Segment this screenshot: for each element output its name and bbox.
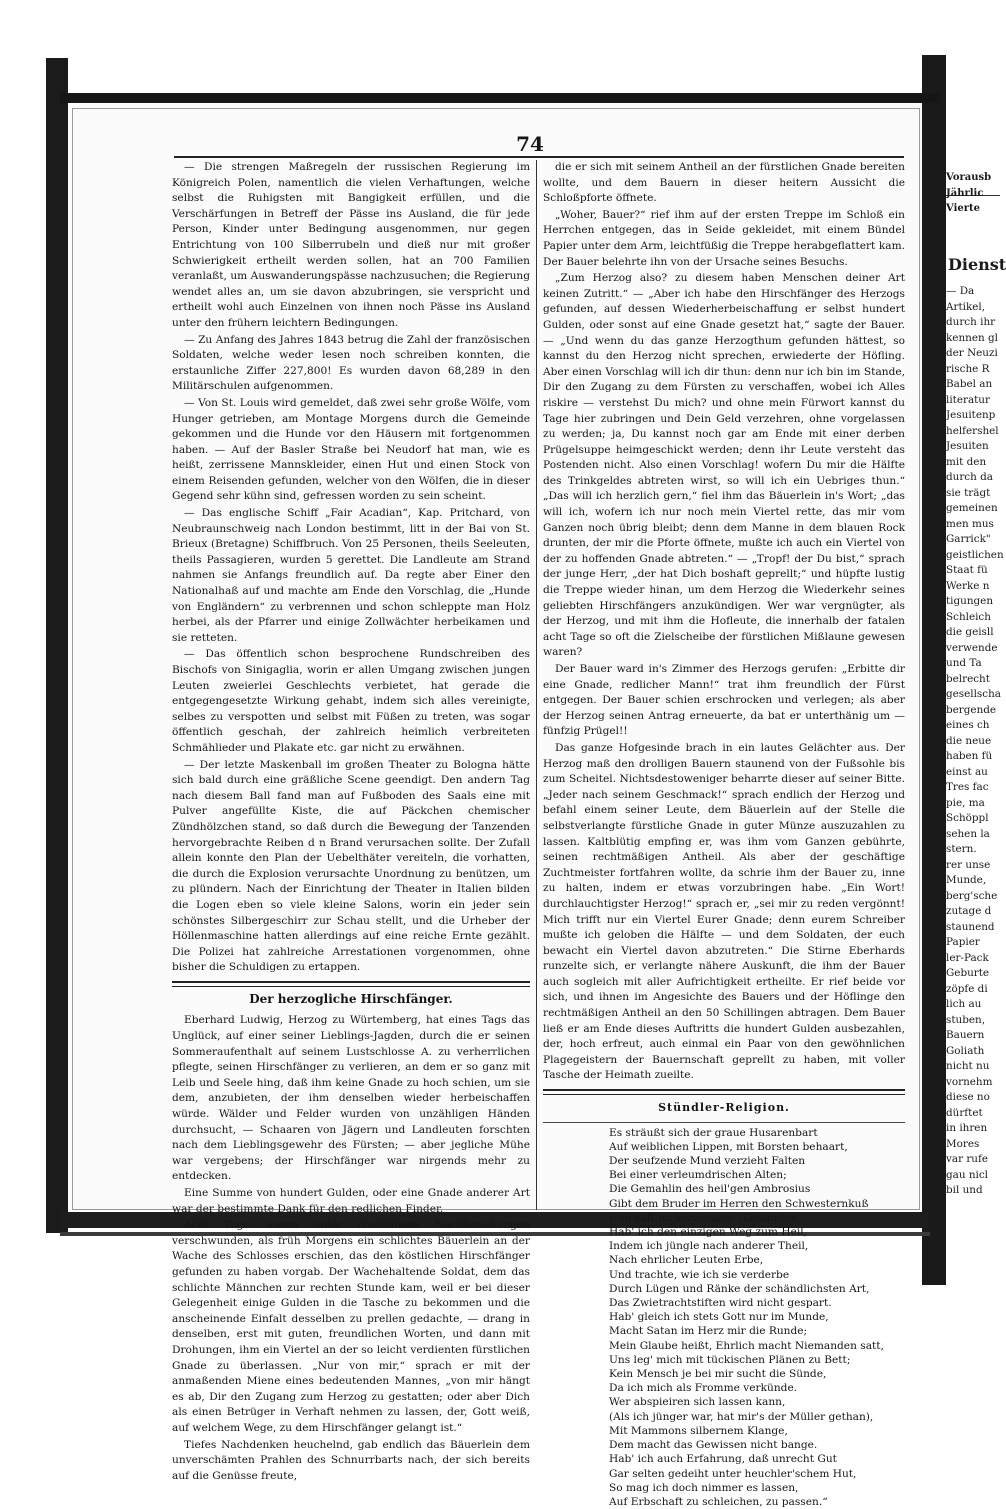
neighbor-line-fragments bbox=[946, 284, 1004, 1199]
right-column bbox=[543, 160, 905, 1508]
neighbor-line: Mores bbox=[946, 1137, 980, 1150]
neighbor-line: Tres fac bbox=[946, 781, 989, 793]
poem-line: Indem ich jüngle nach anderer Theil, bbox=[609, 1240, 809, 1253]
neighbor-line: diese no bbox=[946, 1091, 990, 1103]
neighbor-line: ler-Pack bbox=[946, 951, 989, 964]
story-paragraph: Eberhard Ludwig, Herzog zu Würtemberg, hat eines Tags das Unglück, auf einer seiner Lieblings-Jagden, durch die er seinen Sommeraufenthalt auf seinem Lustschlosse A. zu verherrlichen pflegte, seinen Hirschfänger zu verlieren, an dem er so ganz mit Leib und Seele hing, daß ihm keine Gnade zu hoch schien, um sie dem, anzubieten, der ihm denselben wieder herbeischaffen würde. Wälder und Felder wurden von unzähligen Händen durchsucht, — Schaaren von Jägern und Landleuten forschten nach dem Lieblingsgewehr des Fürsten; — aber jegliche Mühe war vergebens; der Hirschfänger war nirgends mehr zu entdecken. bbox=[172, 1014, 530, 1183]
neighbor-line: verwende bbox=[946, 641, 998, 654]
news-items bbox=[172, 160, 530, 976]
poem-rule bbox=[543, 1122, 905, 1123]
news-paragraph: — Von St. Louis wird gemeldet, daß zwei sehr große Wölfe, vom Hunger getrieben, am Montage Morgens durch die Gemeinde gekommen und die Hunde vor den Häusern mit fortgenommen haben. — Auf der Basler Straße bei Neudorf hat man, wie es heißt, zerrissene Mannskleider, einen Hut und einen Stock von einem Reisenden gefunden, welcher von den Wölfen, die in dieser Gegend sehr kühn sind, gefressen worden zu sein scheint. bbox=[172, 396, 530, 503]
neighbor-line: Artikel, bbox=[946, 300, 986, 313]
story-paragraph: „Zum Herzog also? zu diesem haben Menschen deiner Art keinen Zutritt.“ — „Aber ich habe den Hirschfänger des Herzogs gefunden, auf dessen Wiederherbeischaffung er selbst hundert Gulden, oder sonst auf eine Gnade gesetzt hat,“ sagte der Bauer. — „Und wenn du das ganze Herzogthum gefunden hättest, so kannst du den Herzog nicht sprechen, erwiederte der Höfling. Aber einen Vorschlag will ich dir thun: denn nur ich bin im Stande, Dir den Zugang zu dem Fürsten zu verschaffen, wobei ich Alles riskire — verstehst Du mich? und ohne mein Fürwort kannst du Tage hier zubringen und Dein Geld verzehren, ohne vorgelassen zu werden; ja, Du kannst noch gar am Ende mit einer derben Prügelsuppe heimgeschickt werden; denn ihr Leute versteht das Postenden nicht. Also einen Vorschlag! wofern Du mir die Hälfte des Trinkgeldes abtreten wirst, so will ich ein Uebriges thun.“ „Das will ich herzlich gern,“ fiel ihm das Bäuerlein in's Wort; „das will ich, wofern ich nur noch mein Viertel rette, das mir vom Ganzen noch übrig bleibt; denn dem Manne in dem blauen Rock drunten, der mir die Pforte öffnete, mußte ich auch ein Viertel von der zu hoffenden Gnade abtreten.“ — „Tropf! der Du bist,“ sprach der junge Herr, „der hat Dich boshaft geprellt;“ und hüpfte lustig die Treppe wieder hinan, um dem Herzog die Wiederkehr seines geliebten Hirschfängers anzukündigen. Wer war vergnügter, als der Herzog, und mit ihm die Hofleute, die innerhalb der fatalen acht Tage so oft die Zielscheibe der fürstlichen Mißlaune gewesen waren? bbox=[543, 272, 905, 659]
poem-line: Auf Erbschaft zu schleichen, zu passen.“ bbox=[609, 1495, 828, 1508]
neighbor-line: Schleich bbox=[946, 610, 991, 623]
neighbor-line: belrecht bbox=[946, 672, 990, 685]
neighbor-page-fragment bbox=[946, 170, 1006, 1196]
poem-title: Stündler-Religion. bbox=[658, 1101, 790, 1115]
neighbor-line: Werke n bbox=[946, 579, 990, 592]
poem-line: Und trachte, wie ich sie verderbe bbox=[609, 1268, 790, 1281]
news-paragraph: — Das öffentlich schon besprochene Rundschreiben des Bischofs von Sinigaglia, worin er allen Umgang zwischen jungen Leuten zweierlei Geschlechts verbietet, hat gerade die entgegengesetzte Wirkung gehabt, indem sich alles vereinigte, selbes zu verspotten und selbst mit Füßen zu treten, was sogar öffentlich geschah, der zahlreich heimlich verbreiteten Schmählieder und Plakate etc. gar nicht zu erwähnen. bbox=[172, 648, 530, 754]
neighbor-line: Munde, bbox=[946, 874, 987, 886]
neighbor-line: Goliath bbox=[946, 1044, 985, 1057]
left-column bbox=[172, 160, 530, 1482]
poem-line: Nach ehrlicher Leuten Erbe, bbox=[609, 1254, 764, 1267]
neighbor-line: mit den bbox=[946, 455, 987, 468]
neighbor-line: zöpfe di bbox=[946, 982, 988, 995]
story-paragraph: Eine Summe von hundert Gulden, oder eine Gnade anderer Art war der bestimmte Dank für den redlichen Finder. bbox=[172, 1187, 530, 1215]
news-paragraph: — Zu Anfang des Jahres 1843 betrug die Zahl der französischen Soldaten, welche weder lesen noch schreiben konnten, die erstaunliche Ziffer 227,800! Es wurden davon 68,289 in den Militärschulen aufgenommen. bbox=[172, 333, 530, 393]
neighbor-line: nicht nu bbox=[946, 1060, 990, 1072]
neighbor-line: geistlichen bbox=[946, 548, 1004, 561]
neighbor-line: Papier bbox=[946, 936, 980, 948]
neighbor-line: Schöppl bbox=[946, 812, 989, 824]
neighbor-line: stuben, bbox=[946, 1013, 985, 1026]
neighbor-line: dürftet bbox=[946, 1106, 983, 1119]
top-border-rule bbox=[60, 93, 940, 103]
neighbor-line: bil und bbox=[946, 1184, 983, 1196]
news-paragraph: — Das englische Schiff „Fair Acadian“, Kap. Pritchard, von Neubraunschweig nach London bestimmt, litt in der Bai von St. Brieux (Bretagne) Schiffbruch. Von 25 Personen, theils Seeleuten, theils Passagieren, wurden 5 gerettet. Die Landleute am Strand nahmen sie Anfangs freundlich auf. Da regte aber Einer den Nationalhaß auf und machte am Ende den Vorschlag, die „Hunde von Engländern“ zu verbrennen und schon schleppte man Holz herbei, als der Pfarrer und einige Zollwächter herbeikamen und sie retteten. bbox=[172, 507, 530, 644]
news-paragraph: — Der letzte Maskenball im großen Theater zu Bologna hätte sich bald durch eine gräßliche Scene geendigt. Den andern Tag nach diesem Ball fand man auf Fußboden des Saals eine mit Pulver angefüllte Kiste, die auf Päckchen chemischer Zündhölzchen stand, so daß durch die Bewegung der Tanzenden hervorgebrachte Reiben d n Brand verursachen sollte. Der Zufall allein konnte den Plan der Uebelthäter vereiteln, die vorhatten, die durch die Explosion verursachte Unordnung zu benützen, um zu plündern. Nach der Einrichtung der Theater in Italien bilden die Logen eben so viele kleine Salons, worin ein jeder sein schönstes Silbergeschirr zur Schau stellt, und die Urheber der Höllenmaschine hatten allerdings auf eine reiche Ernte gezählt. Die Polizei hat zahlreiche Arrestationen vorgenommen, ohne bisher die Schuldigen zu ertappen. bbox=[172, 758, 530, 974]
neighbor-top-fragments bbox=[946, 170, 1000, 217]
neighbor-line: rer unse bbox=[946, 858, 991, 871]
poem-line: Uns leg' mich mit tückischen Plänen zu Bett; bbox=[609, 1353, 851, 1366]
story-paragraph: „Woher, Bauer?“ rief ihm auf der ersten Treppe im Schloß ein Herrchen entgegen, das in Seide gekleidet, mit einem Bündel Papier unter dem Arm, leichtfüßig die Treppe herabgeflattert kam. Der Bauer belehrte ihn von der Ursache seines Besuchs. bbox=[543, 208, 905, 268]
neighbor-line: und Ta bbox=[946, 657, 982, 669]
poem-line: Macht Satan im Herz mir die Runde; bbox=[609, 1325, 808, 1338]
neighbor-top-text: Jährlic bbox=[946, 187, 984, 199]
neighbor-line: staunend bbox=[946, 920, 995, 933]
poem-line: Die Gemahlin des heil'gen Ambrosius bbox=[609, 1183, 811, 1196]
neighbor-line: literatur bbox=[946, 393, 990, 406]
neighbor-line: zutage d bbox=[946, 905, 992, 917]
story-title: Der herzogliche Hirschfänger. bbox=[249, 991, 453, 1006]
poem-line: So mag ich doch nimmer es lassen, bbox=[609, 1481, 799, 1494]
page-number: 74 bbox=[516, 132, 544, 156]
neighbor-line: durch da bbox=[946, 471, 993, 483]
poem-line: Das Zwietrachtstiften wird nicht gespart. bbox=[609, 1297, 832, 1310]
poem-line: Dem macht das Gewissen nicht bange. bbox=[609, 1439, 818, 1452]
poem-line: Mein Glaube heißt, Ehrlich macht Niemanden satt, bbox=[609, 1339, 884, 1352]
neighbor-line: — Da bbox=[946, 285, 975, 297]
neighbor-line: vornehm bbox=[946, 1075, 993, 1088]
poem-line: Auf weiblichen Lippen, mit Borsten behaart, bbox=[609, 1140, 848, 1153]
poem-line: Es sträußt sich der graue Husarenbart bbox=[609, 1126, 818, 1139]
neighbor-line: rische R bbox=[946, 362, 990, 375]
neighbor-line: Bauern bbox=[946, 1029, 985, 1041]
scan-border-right bbox=[922, 55, 946, 1285]
neighbor-line: bergende bbox=[946, 703, 997, 716]
header-rule bbox=[174, 156, 904, 158]
neighbor-line: gesellscha bbox=[946, 688, 1001, 700]
poem-line: Hab' ich auch Erfahrung, daß unrecht Gut bbox=[609, 1453, 837, 1466]
neighbor-line: gau nicl bbox=[946, 1168, 988, 1181]
neighbor-line: durch ihr bbox=[946, 316, 996, 328]
neighbor-top-text: Vorausb bbox=[946, 172, 992, 183]
neighbor-line: men mus bbox=[946, 517, 994, 530]
scan-border-left bbox=[46, 58, 68, 1233]
neighbor-line: eines ch bbox=[946, 719, 990, 731]
story-continuation bbox=[543, 160, 905, 1084]
neighbor-line: helfershel bbox=[946, 424, 999, 437]
poem-line: Hab' gleich ich stets Gott nur im Munde, bbox=[609, 1311, 829, 1324]
poem-line: Wer abspieiren sich lassen kann, bbox=[609, 1396, 786, 1409]
section-divider bbox=[543, 1089, 905, 1095]
poem-body bbox=[609, 1126, 905, 1509]
story-paragraph: Das ganze Hofgesinde brach in ein lautes Gelächter aus. Der Herzog maß den drolligen Bauern staunend von der Fußsohle bis zum Scheitel. Nichtsdestoweniger beharrte dieser auf seiner Bitte. „Jeder nach seinem Geschmack!“ sprach endlich der Herzog und befahl einem seiner Leute, dem Bäuerlein auf der Stelle die selbstverlangte fürstliche Gnade in guter Münze auszuzahlen zu lassen. Kaltblütig empfing er, was ihm vom Ganzen gebührte, seinen rechtmäßigen Antheil. Als aber der geschäftige Zuchtmeister fortfahren wollte, da schrie ihm der Bauer zu, inne zu halten, indem er etwas vorzubringen habe. „Ein Wort! durchlauchtigster Herzog!“ sprach er, „sei mir zu reden vergönnt! Mich trifft nur ein Viertel Eurer Gnade; denn eurem Schreiber mußte ich geloben die Hälfte — und dem Soldaten, der euch bewacht ein Viertel davon abzutreten.“ Die Stirne Eberhards runzelte sich, er verlangte nähere Auskunft, die ihm der Bauer auch sogleich mit aller Aufrichtigkeit ertheilte. Er rief beide vor sich, und ihnen im Angesichte des Bauers und der Höflinge den rechtmäßigen Antheil an den 50 Schillingen abtragen. Dem Bauer ließ er am Ende dieses Auftritts die hundert Gulden ausbezahlen, der, hoch erfreut, auch einmal ein Paar von den gewöhnlichen Plagegeistern der Bauernschaft geprellt zu haben, mit voller Tasche der Heimath zueilte. bbox=[543, 741, 905, 1082]
neighbor-line: Babel an bbox=[946, 378, 993, 390]
neighbor-top-text: Vierte bbox=[946, 203, 980, 214]
section-divider bbox=[172, 981, 530, 987]
column-divider bbox=[536, 160, 537, 1210]
neighbor-line: gemeinen bbox=[946, 502, 998, 514]
neighbor-line: Jesuiten bbox=[946, 440, 989, 452]
poem-line: Da ich mich als Fromme verkünde. bbox=[609, 1382, 798, 1395]
poem-line: Gibt dem Bruder im Herren den Schwesternkuß bbox=[609, 1197, 869, 1210]
neighbor-line: berg'sche bbox=[946, 889, 998, 902]
neighbor-line: in ihren bbox=[946, 1122, 988, 1134]
news-paragraph: — Die strengen Maßregeln der russischen Regierung im Königreich Polen, namentlich die vielen Verhaftungen, welche selbst die Ruhigsten mit Bangigkeit erfüllen, und die Verschärfungen in Betreff der Pässe ins Ausland, die für jede Person, Kinder unter Bedingung ausgenommen, nur gegen Entrichtung von 100 Silberrubeln und dieß nur mit großer Schwierigkeit ertheilt werden sollen, hat an 700 Familien veranlaßt, um Auswanderungspässe nachzusuchen; die Regierung wendet alles an, um sie davon abzubringen, sie verspricht und ertheilt wohl auch Einzelnen von ihnen noch Pässe ins Ausland unter den frühern leichtern Bedingungen. bbox=[172, 161, 530, 329]
neighbor-line: haben fü bbox=[946, 750, 993, 762]
neighbor-line: tigungen bbox=[946, 595, 994, 607]
poem-line: Der seufzende Mund verzieht Falten bbox=[609, 1155, 806, 1168]
story-paragraph: die er sich mit seinem Antheil an der fürstlichen Gnade bereiten wollte, und dem Bauern in dieser heitern Aussicht die Schloßpforte öffnete. bbox=[543, 161, 905, 205]
neighbor-line: stern. bbox=[946, 843, 977, 855]
neighbor-line: die neue bbox=[946, 734, 992, 747]
neighbor-line: Jesuitenp bbox=[946, 409, 996, 421]
poem-line: Durch Lügen und Ränke der schändlichsten Art, bbox=[609, 1282, 870, 1295]
neighbor-line: Garrick" bbox=[946, 533, 991, 545]
poem-line: Hab' ich den einzigen Weg zum Heil, bbox=[609, 1226, 807, 1239]
story-body bbox=[172, 1013, 530, 1484]
story-paragraph: Tiefes Nachdenken heuchelnd, gab endlich das Bäuerlein dem unverschämten Prahlen des Schnurrbarts nach, der sich bereits auf die Genüsse freute, bbox=[172, 1438, 530, 1482]
story-paragraph: Acht Tage waren unter fruchtlosen Nachforschungen verschwunden, als früh Morgens ein schlichtes Bäuerlein an der Wache des Schlosses erschien, das den köstlichen Hirschfänger gefunden zu haben vorgab. Der Wachehaltende Soldat, dem das schlichte Männchen zur rechten Stunde kam, weil er bei dieser Gelegenheit einige Gulden in die Tasche zu bekommen und die anscheinende Einfalt desselben zu prellen gedachte, — drang in denselben, erst mit guten, freundlichen Worten, und dann mit Drohungen, ihm ein Viertel an der so leicht verdienten fürstlichen Gnade zu überlassen. „Nur von mir,“ sprach er mit der anmaßenden Miene eines bedeutenden Mannes, „von mir hängt es ab, Dir den Zugang zum Herzog zu gestatten; oder aber Dich als einen Betrüger in Verhaft nehmen zu lassen, der, Gott weiß, auf welchem Wege, zu dem Hirschfänger gelangt ist.“ bbox=[172, 1219, 530, 1434]
poem-line: Bei einer verleumdrischen Alten; bbox=[609, 1169, 787, 1182]
neighbor-line: pie, ma bbox=[946, 796, 985, 809]
poem-line: Gar selten gedeiht unter heuchler'schem Hut, bbox=[609, 1467, 857, 1480]
poem-line: Mit Mammons silbernem Klange, bbox=[609, 1424, 788, 1437]
story-paragraph: Der Bauer ward in's Zimmer des Herzogs gerufen: „Erbitte dir eine Gnade, redlicher Mann!“ trat ihm freundlich der Fürst entgegen. Der Bauer schien erschrocken und verlegen; als aber der Herzog seinen Antrag erneuerte, da bat er unterthänig um — fünfzig Prügel!! bbox=[543, 663, 905, 738]
neighbor-line: kennen gl bbox=[946, 331, 998, 344]
poem-line: Und ruft im Verzücken: „Gesunden bbox=[609, 1211, 798, 1224]
neighbor-line: lich au bbox=[946, 998, 982, 1010]
neighbor-line: sehen la bbox=[946, 827, 990, 840]
neighbor-heading: Dienst bbox=[948, 254, 1006, 274]
neighbor-line: der Neuzi bbox=[946, 347, 998, 359]
poem-line: (Als ich jünger war, hat mir's der Müller gethan), bbox=[609, 1410, 874, 1423]
neighbor-line: die geisll bbox=[946, 626, 994, 638]
neighbor-line: Geburte bbox=[946, 967, 990, 979]
poem-line: Kein Mensch je bei mir sucht die Sünde, bbox=[609, 1368, 827, 1381]
neighbor-line: sie trägt bbox=[946, 486, 991, 499]
neighbor-line: var rufe bbox=[946, 1153, 988, 1165]
neighbor-line: Staat fü bbox=[946, 564, 988, 576]
neighbor-line: einst au bbox=[946, 765, 988, 778]
